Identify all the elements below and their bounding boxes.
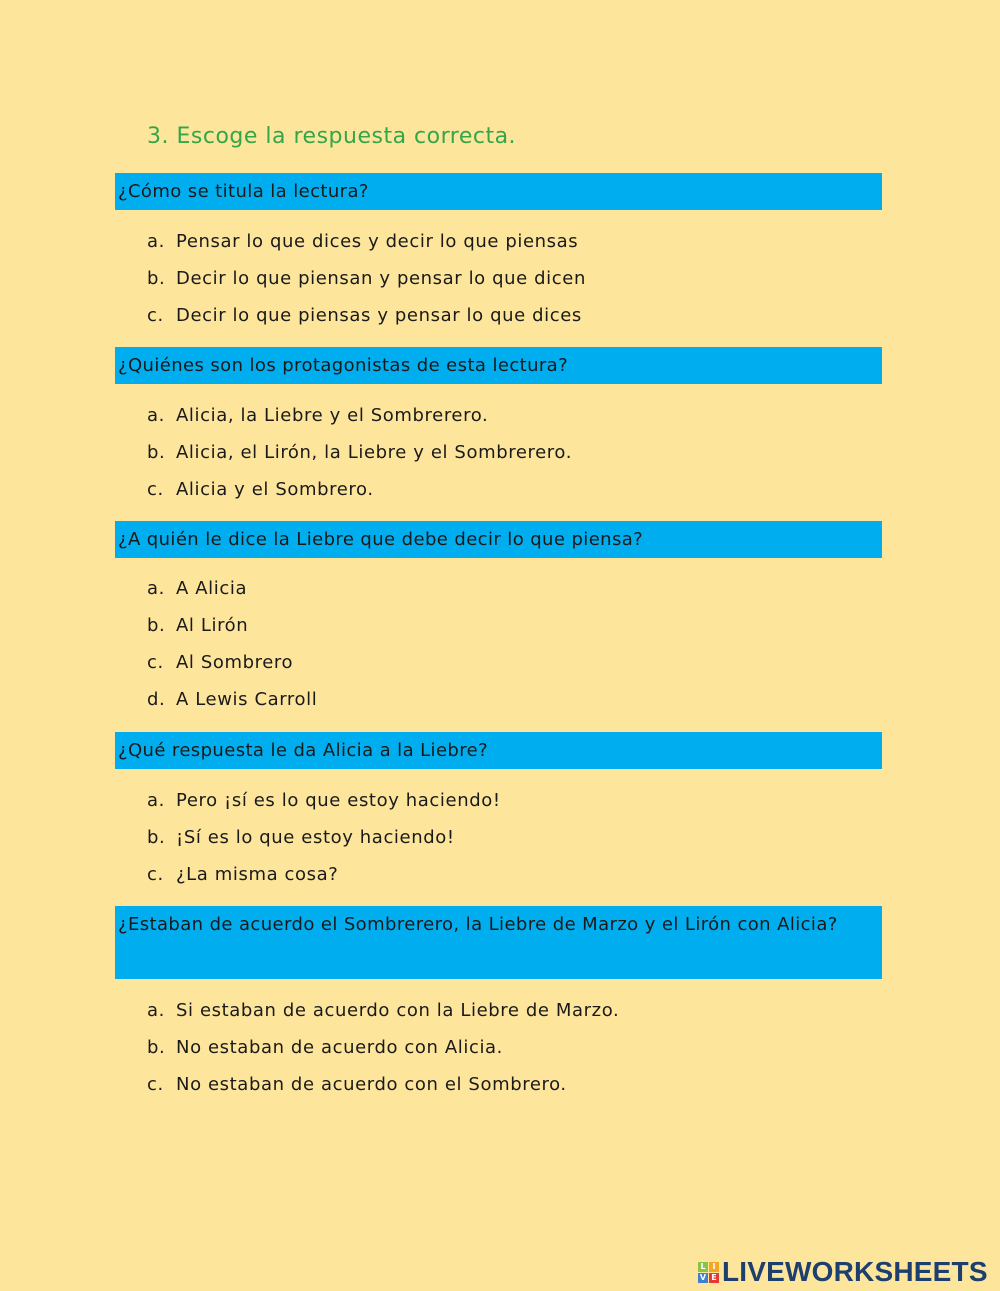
logo-tile: L	[698, 1262, 708, 1272]
option-text: A Lewis Carroll	[176, 689, 318, 710]
logo-tile: E	[709, 1273, 719, 1283]
exercise-title: 3. Escoge la respuesta correcta.	[147, 124, 517, 149]
option-letter: d.	[147, 689, 166, 710]
option-letter: b.	[147, 442, 166, 463]
option[interactable]	[147, 856, 501, 893]
option-text: Pensar lo que dices y decir lo que piensas	[176, 231, 579, 252]
option-letter: a.	[147, 578, 165, 599]
option-text: Alicia, la Liebre y el Sombrerero.	[176, 405, 489, 426]
options-4	[147, 782, 501, 893]
option[interactable]	[147, 471, 572, 508]
option-letter: c.	[147, 305, 164, 326]
option-text: ¿La misma cosa?	[176, 864, 339, 885]
option-text: Al Lirón	[176, 615, 249, 636]
option-text: A Alicia	[176, 578, 248, 599]
option-text: ¡Sí es lo que estoy haciendo!	[176, 827, 455, 848]
option-text: No estaban de acuerdo con el Sombrero.	[176, 1074, 567, 1095]
option-letter: a.	[147, 405, 165, 426]
option-text: Al Sombrero	[176, 652, 294, 673]
option-text: Pero ¡sí es lo que estoy haciendo!	[176, 790, 501, 811]
option-letter: a.	[147, 231, 165, 252]
question-5: ¿Estaban de acuerdo el Sombrerero, la Liebre de Marzo y el Lirón con Alicia?	[115, 906, 882, 979]
option[interactable]	[147, 681, 317, 718]
option[interactable]	[147, 992, 619, 1029]
options-5	[147, 992, 619, 1103]
option-letter: c.	[147, 652, 164, 673]
option-letter: c.	[147, 1074, 164, 1095]
options-1	[147, 223, 586, 334]
option-letter: a.	[147, 790, 165, 811]
option-letter: b.	[147, 268, 166, 289]
option[interactable]	[147, 1029, 619, 1066]
option[interactable]	[147, 397, 572, 434]
logo-text: LIVEWORKSHEETS	[722, 1256, 988, 1287]
option[interactable]	[147, 260, 586, 297]
option[interactable]	[147, 570, 317, 607]
options-3	[147, 570, 317, 718]
option-text: Si estaban de acuerdo con la Liebre de Marzo.	[176, 1000, 620, 1021]
option-text: Alicia y el Sombrero.	[176, 479, 374, 500]
option[interactable]	[147, 819, 501, 856]
option[interactable]	[147, 782, 501, 819]
option[interactable]	[147, 223, 586, 260]
option-letter: b.	[147, 615, 166, 636]
option[interactable]	[147, 644, 317, 681]
option-letter: b.	[147, 1037, 166, 1058]
option-text: Decir lo que piensas y pensar lo que dices	[176, 305, 582, 326]
option[interactable]	[147, 607, 317, 644]
option-letter: a.	[147, 1000, 165, 1021]
option-text: No estaban de acuerdo con Alicia.	[176, 1037, 504, 1058]
option-letter: c.	[147, 479, 164, 500]
option-letter: c.	[147, 864, 164, 885]
logo-tiles-icon	[698, 1262, 719, 1283]
option[interactable]	[147, 297, 586, 334]
liveworksheets-logo	[698, 1256, 988, 1288]
question-2: ¿Quiénes son los protagonistas de esta lectura?	[115, 347, 882, 384]
option-text: Alicia, el Lirón, la Liebre y el Sombrerero.	[176, 442, 573, 463]
option-text: Decir lo que piensan y pensar lo que dicen	[176, 268, 586, 289]
question-3: ¿A quién le dice la Liebre que debe decir lo que piensa?	[115, 521, 882, 558]
logo-tile: I	[709, 1262, 719, 1272]
option[interactable]	[147, 434, 572, 471]
options-2	[147, 397, 572, 508]
option[interactable]	[147, 1066, 619, 1103]
option-letter: b.	[147, 827, 166, 848]
question-1: ¿Cómo se titula la lectura?	[115, 173, 882, 210]
question-4: ¿Qué respuesta le da Alicia a la Liebre?	[115, 732, 882, 769]
logo-tile: V	[699, 1272, 707, 1282]
